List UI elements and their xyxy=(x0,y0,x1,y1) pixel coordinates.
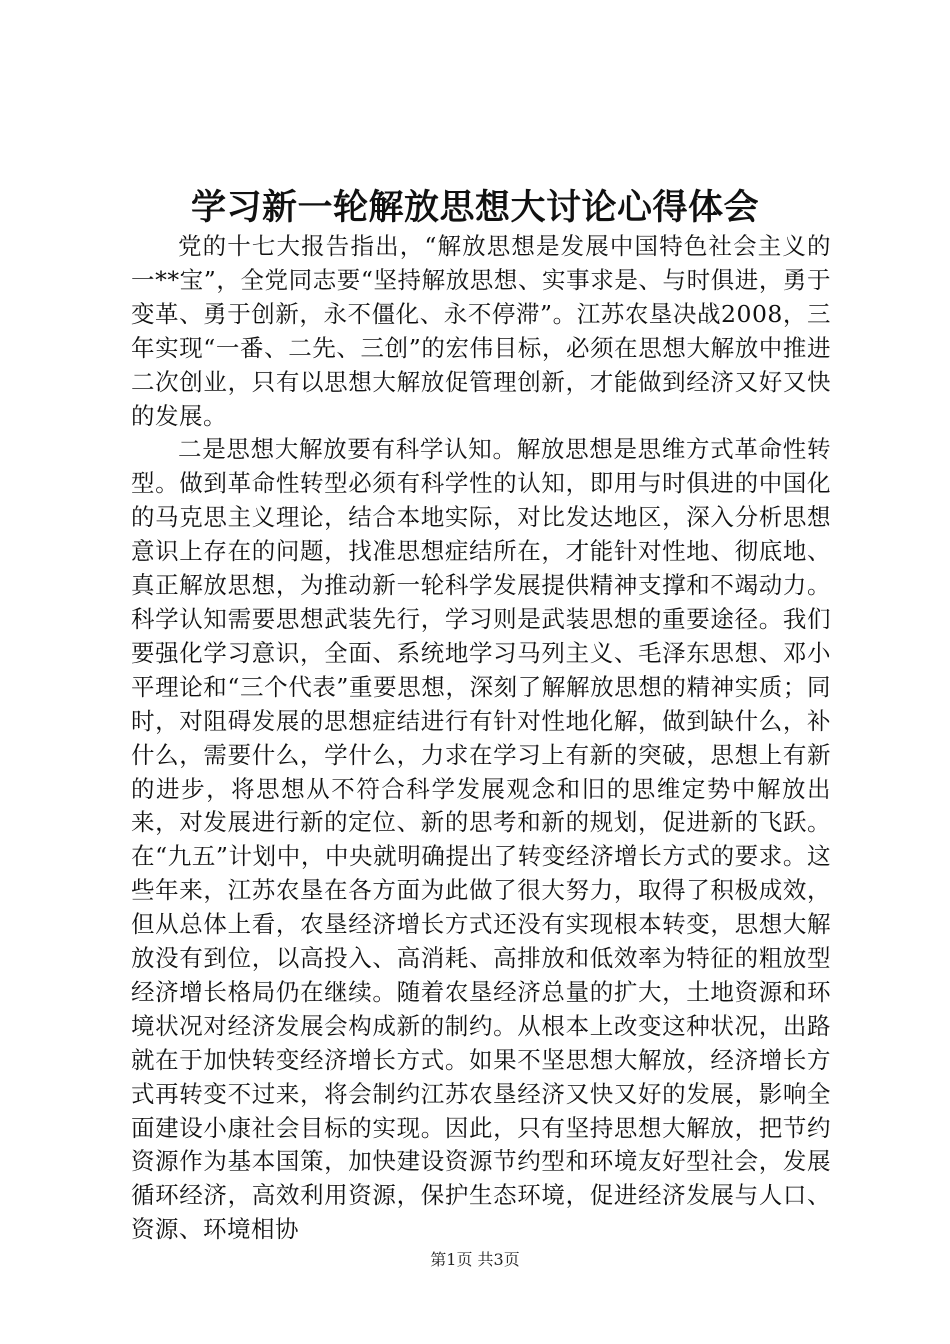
page-footer xyxy=(0,1248,950,1272)
page-number: 第1页 共3页 xyxy=(430,1250,520,1269)
paragraph-1: 党的十七大报告指出，“解放思想是发展中国特色社会主义的一**宝”，全党同志要“坚持解放思想、实事求是、与时俱进，勇于变革、勇于创新，永不僵化、永不停滞”。江苏农垦决战2008，三年实现“一番、二先、三创”的宏伟目标，必须在思想大解放中推进二次创业，只有以思想大解放促管理创新，才能做到经济又好又快的发展。 xyxy=(131,232,831,430)
document-body xyxy=(131,230,831,1247)
document-title: 学习新一轮解放思想大讨论心得体会 xyxy=(190,187,759,228)
paragraph-2: 二是思想大解放要有科学认知。解放思想是思维方式革命性转型。做到革命性转型必须有科学性的认知，即用与时俱进的中国化的马克思主义理论，结合本地实际，对比发达地区，深入分析思想意识上存在的问题，找准思想症结所在，才能针对性地、彻底地、真正解放思想，为推动新一轮科学发展提供精神支撑和不竭动力。科学认知需要思想武装先行，学习则是武装思想的重要途径。我们要强化学习意识，全面、系统地学习马列主义、毛泽东思想、邓小平理论和“三个代表”重要思想，深刻了解解放思想的精神实质；同时，对阻碍发展的思想症结进行有针对性地化解，做到缺什么，补什么，需要什么，学什么，力求在学习上有新的突破，思想上有新的进步，将思想从不符合科学发展观念和旧的思维定势中解放出来，对发展进行新的定位、新的思考和新的规划，促进新的飞跃。在“九五”计划中，中央就明确提出了转变经济增长方式的要求。这些年来，江苏农垦在各方面为此做了很大努力，取得了积极成效，但从总体上看，农垦经济增长方式还没有实现根本转变，思想大解放没有到位，以高投入、高消耗、高排放和低效率为特征的粗放型经济增长格局仍在继续。随着农垦经济总量的扩大，土地资源和环境状况对经济发展会构成新的制约。从根本上改变这种状况，出路就在于加快转变经济增长方式。如果不坚思想大解放，经济增长方式再转变不过来，将会制约江苏农垦经济又快又好的发展，影响全面建设小康社会目标的实现。因此，只有坚持思想大解放，把节约资源作为基本国策，加快建设资源节约型和环境友好型社会，发展循环经济，高效利用资源，保护生态环境，促进经济发展与人口、资源、环境相协 xyxy=(131,435,831,1244)
